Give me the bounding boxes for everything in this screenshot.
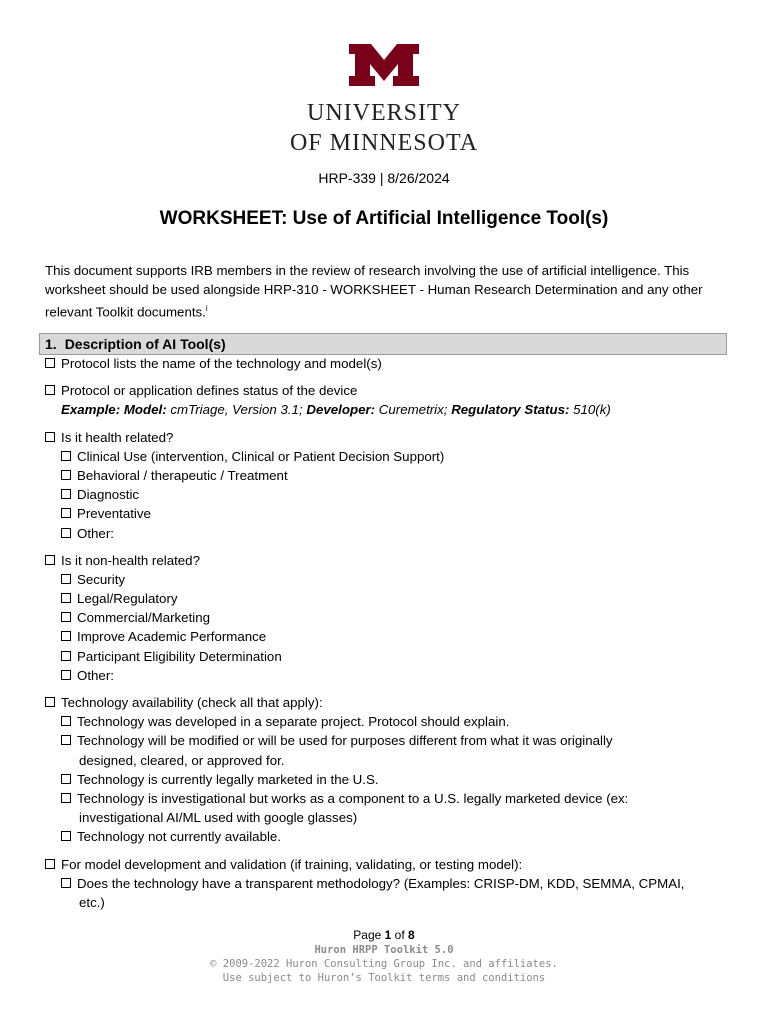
checklist-subitem [45,524,735,543]
subitem-label: Technology is investigational but works as a component to a U.S. legally marketed device (ex: [77,790,629,806]
intro-paragraph [45,261,725,321]
wordmark-line2: OF MINNESOTA [289,130,479,156]
checkbox[interactable] [61,831,71,841]
section-number: 1. [45,336,57,352]
checklist-subitem [45,608,735,627]
subitem-label: Clinical Use (intervention, Clinical or Patient Decision Support) [77,448,445,464]
subitem-label: Legal/Regulatory [77,591,178,607]
checkbox[interactable] [61,470,71,480]
subitem-label: Does the technology have a transparent methodology? (Examples: CRISP-DM, KDD, SEMMA, CPMAI, [77,875,685,891]
checkbox[interactable] [61,528,71,538]
checkbox[interactable] [45,859,55,869]
checklist-item [45,428,735,447]
subitem-label: Commercial/Marketing [77,610,211,626]
checkbox[interactable] [61,793,71,803]
checkbox[interactable] [61,716,71,726]
checkbox[interactable] [61,451,71,461]
checkbox[interactable] [61,574,71,584]
section-heading [39,333,727,355]
model-label: Model: [123,402,167,418]
subitem-continuation: etc.) [79,894,105,910]
regulatory-label: Regulatory Status: [451,402,570,418]
page-prefix: Page [353,928,385,942]
intro-text: This document supports IRB members in the review of research involving the use of artificial intelligence. This worksheet should be used alongside HRP-310 - WORKSHEET - Human Research Determination and any other relevant Toolkit documents. [45,263,703,320]
checklist-subitem [45,504,735,523]
developer-value: Curemetrix; [375,402,452,418]
checkbox[interactable] [61,735,71,745]
item-label: Is it health related? [61,429,174,445]
checklist-subitem [45,874,735,893]
page-current: 1 [384,928,392,942]
checklist-subitem [45,827,735,846]
subitem-label: Preventative [77,506,151,522]
document-id: HRP-339 | 8/26/2024 [318,170,450,186]
checklist-subitem [45,589,735,608]
footnote-marker[interactable]: i [205,304,208,313]
subitem-label: Improve Academic Performance [77,629,267,645]
checklist-subitem [45,627,735,646]
checkbox[interactable] [61,651,71,661]
checkbox[interactable] [61,489,71,499]
subitem-label: Diagnostic [77,487,140,503]
checkbox[interactable] [61,878,71,888]
checklist-subitem [45,647,735,666]
checklist-subitem [45,485,735,504]
subitem-label: Technology is currently legally marketed in the U.S. [77,771,379,787]
subitem-label: Behavioral / therapeutic / Treatment [77,467,288,483]
item-label: Protocol or application defines status of the device [61,383,358,399]
checkbox[interactable] [45,432,55,442]
footer-terms: Use subject to Huron’s Toolkit terms and conditions [222,972,546,984]
checkbox[interactable] [61,508,71,518]
item-label: Technology availability (check all that apply): [61,695,323,710]
checkbox[interactable] [45,385,55,395]
subitem-label: Security [77,571,126,587]
developer-label: Developer: [306,402,376,418]
checkbox[interactable] [45,555,55,565]
university-logo [0,44,768,86]
checklist-item [45,693,735,712]
example-label: Example: [61,402,121,418]
page-number [0,928,768,942]
checkbox[interactable] [61,631,71,641]
checkbox[interactable] [45,697,55,707]
subitem-label: Other: [77,525,114,541]
checklist-subitem [45,712,735,731]
example-line [45,400,735,419]
model-value: cmTriage, Version 3.1; [166,402,307,418]
checkbox[interactable] [61,612,71,622]
checkbox[interactable] [45,358,55,368]
section-title: Description of AI Tool(s) [64,336,226,352]
subitem-label: Technology will be modified or will be used for purposes different from what it was originally [77,733,613,749]
page-total: 8 [408,928,415,942]
subitem-label: Technology not currently available. [77,829,282,845]
checklist-item [45,855,735,874]
footer-toolkit: Huron HRPP Toolkit 5.0 [314,944,454,956]
regulatory-value: 510(k) [569,402,611,418]
checkbox[interactable] [61,774,71,784]
checklist-item [45,354,735,373]
subitem-label: Technology was developed in a separate project. Protocol should explain. [77,714,510,730]
subitem-continuation: investigational AI/ML used with google glasses) [79,810,358,826]
page-of: of [391,928,409,942]
checklist-subitem [45,666,735,685]
footer-copyright: © 2009-2022 Huron Consulting Group Inc. and affiliates. [210,958,558,970]
item-label: Protocol lists the name of the technology and model(s) [61,356,382,371]
checklist-subitem [45,770,735,789]
subitem-label: Participant Eligibility Determination [77,648,282,664]
checklist-subitem [45,570,735,589]
subitem-continuation: designed, cleared, or approved for. [79,752,285,768]
checklist-subitem [45,466,735,485]
item-label: Is it non-health related? [61,552,200,568]
item-label: For model development and validation (if training, validating, or testing model): [61,856,523,872]
section-items [45,354,735,912]
checkbox[interactable] [61,593,71,603]
checklist-item [45,381,735,400]
checklist-subitem [45,789,735,808]
checkbox[interactable] [61,670,71,680]
checklist-item [45,551,735,570]
block-m-logo-icon [349,44,419,86]
checklist-subitem [45,447,735,466]
wordmark-line1: UNIVERSITY [307,100,461,126]
checklist-subitem [45,731,735,750]
subitem-label: Other: [77,667,114,683]
page-title: WORKSHEET: Use of Artificial Intelligence Tool(s) [159,208,609,229]
